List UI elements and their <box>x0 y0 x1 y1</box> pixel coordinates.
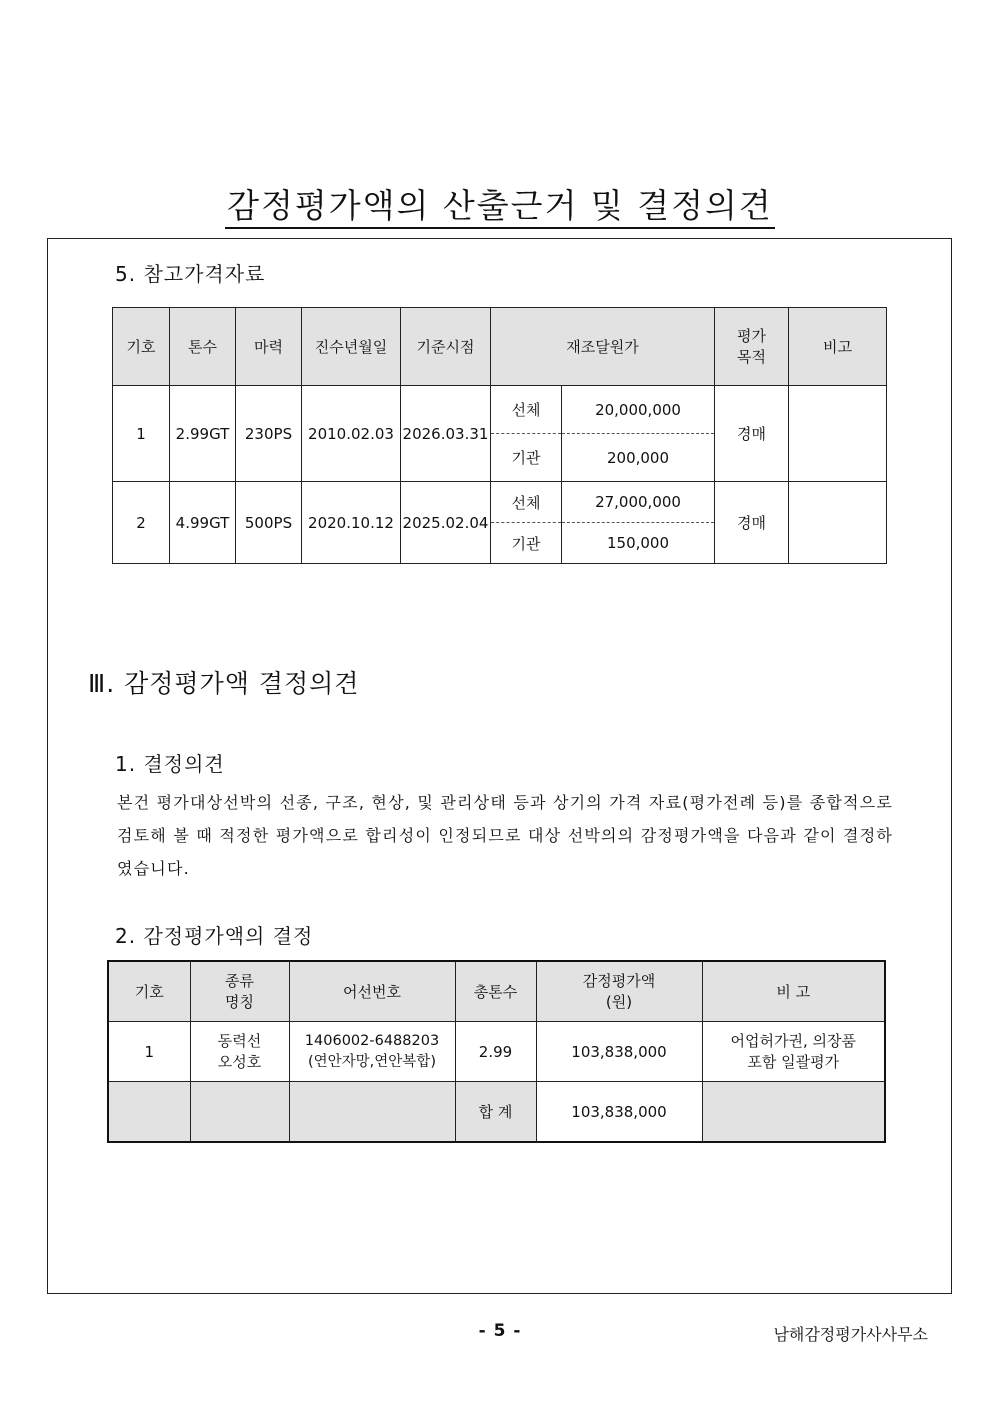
header-cell: 감정평가액 (원) <box>536 961 702 1022</box>
empty-cell <box>702 1082 885 1143</box>
table-header-row <box>108 961 885 1022</box>
section3-heading: Ⅲ. 감정평가액 결정의견 <box>88 669 360 698</box>
header-cell: 재조달원가 <box>491 308 715 386</box>
header-cell: 기호 <box>108 961 190 1022</box>
header-cell: 마력 <box>236 308 302 386</box>
cell-tonnage: 4.99GT <box>170 482 236 564</box>
cell-purpose: 경매 <box>715 482 789 564</box>
header-cell: 어선번호 <box>289 961 455 1022</box>
reference-price-table <box>112 307 887 564</box>
header-cell: 기준시점 <box>401 308 491 386</box>
cell-hp: 230PS <box>236 386 302 482</box>
appraisal-decision-table <box>107 960 886 1143</box>
cell-hull-cost: 20,000,000 <box>562 386 715 434</box>
header-cell: 톤수 <box>170 308 236 386</box>
cell-vessel-number: 1406002-6488203 (연안자망,연안복합) <box>289 1022 455 1082</box>
header-cell: 비 고 <box>702 961 885 1022</box>
cell-hull-label: 선체 <box>491 482 562 523</box>
cell-hull-label: 선체 <box>491 386 562 434</box>
header-cell: 기호 <box>113 308 170 386</box>
opinion-heading: 1. 결정의견 <box>115 752 225 776</box>
cell-remark: 어업허가권, 의장품 포함 일괄평가 <box>702 1022 885 1082</box>
cell-engine-cost: 200,000 <box>562 434 715 482</box>
table-row <box>113 482 887 523</box>
cell-tonnage: 2.99GT <box>170 386 236 482</box>
document-title: 감정평가액의 산출근거 및 결정의견 <box>0 186 1000 229</box>
total-amount: 103,838,000 <box>536 1082 702 1143</box>
cell-engine-label: 기관 <box>491 434 562 482</box>
header-cell: 종류 명칭 <box>190 961 289 1022</box>
cell-base-date: 2026.03.31 <box>401 386 491 482</box>
cell-launch-date: 2020.10.12 <box>302 482 401 564</box>
cell-engine-cost: 150,000 <box>562 523 715 564</box>
header-cell: 평가 목적 <box>715 308 789 386</box>
total-label: 합 계 <box>455 1082 536 1143</box>
table-row <box>108 1022 885 1082</box>
header-cell: 진수년월일 <box>302 308 401 386</box>
cell-hull-cost: 27,000,000 <box>562 482 715 523</box>
total-row <box>108 1082 885 1143</box>
cell-remark <box>789 482 887 564</box>
empty-cell <box>108 1082 190 1143</box>
header-cell: 비고 <box>789 308 887 386</box>
cell-kind: 동력선 오성호 <box>190 1022 289 1082</box>
empty-cell <box>190 1082 289 1143</box>
section5-heading: 5. 참고가격자료 <box>115 262 266 286</box>
page-number: - 5 - <box>478 1321 522 1341</box>
opinion-paragraph: 본건 평가대상선박의 선종, 구조, 현상, 및 관리상태 등과 상기의 가격 자료(평가전례 등)를 종합적으로 검토해 볼 때 적정한 평가액으로 합리성이 인정되므로 대상 선박의의 감정평가액을 다음과 같이 결정하였습니다. <box>117 793 893 878</box>
cell-amount: 103,838,000 <box>536 1022 702 1082</box>
cell-hp: 500PS <box>236 482 302 564</box>
office-name: 남해감정평가사사무소 <box>773 1325 928 1344</box>
cell-launch-date: 2010.02.03 <box>302 386 401 482</box>
table-header-row <box>113 308 887 386</box>
empty-cell <box>289 1082 455 1143</box>
cell-no: 1 <box>108 1022 190 1082</box>
decision-heading: 2. 감정평가액의 결정 <box>115 924 314 948</box>
table-row <box>113 386 887 434</box>
cell-no: 2 <box>113 482 170 564</box>
header-cell: 총톤수 <box>455 961 536 1022</box>
cell-no: 1 <box>113 386 170 482</box>
cell-remark <box>789 386 887 482</box>
cell-engine-label: 기관 <box>491 523 562 564</box>
cell-base-date: 2025.02.04 <box>401 482 491 564</box>
cell-tonnage: 2.99 <box>455 1022 536 1082</box>
cell-purpose: 경매 <box>715 386 789 482</box>
